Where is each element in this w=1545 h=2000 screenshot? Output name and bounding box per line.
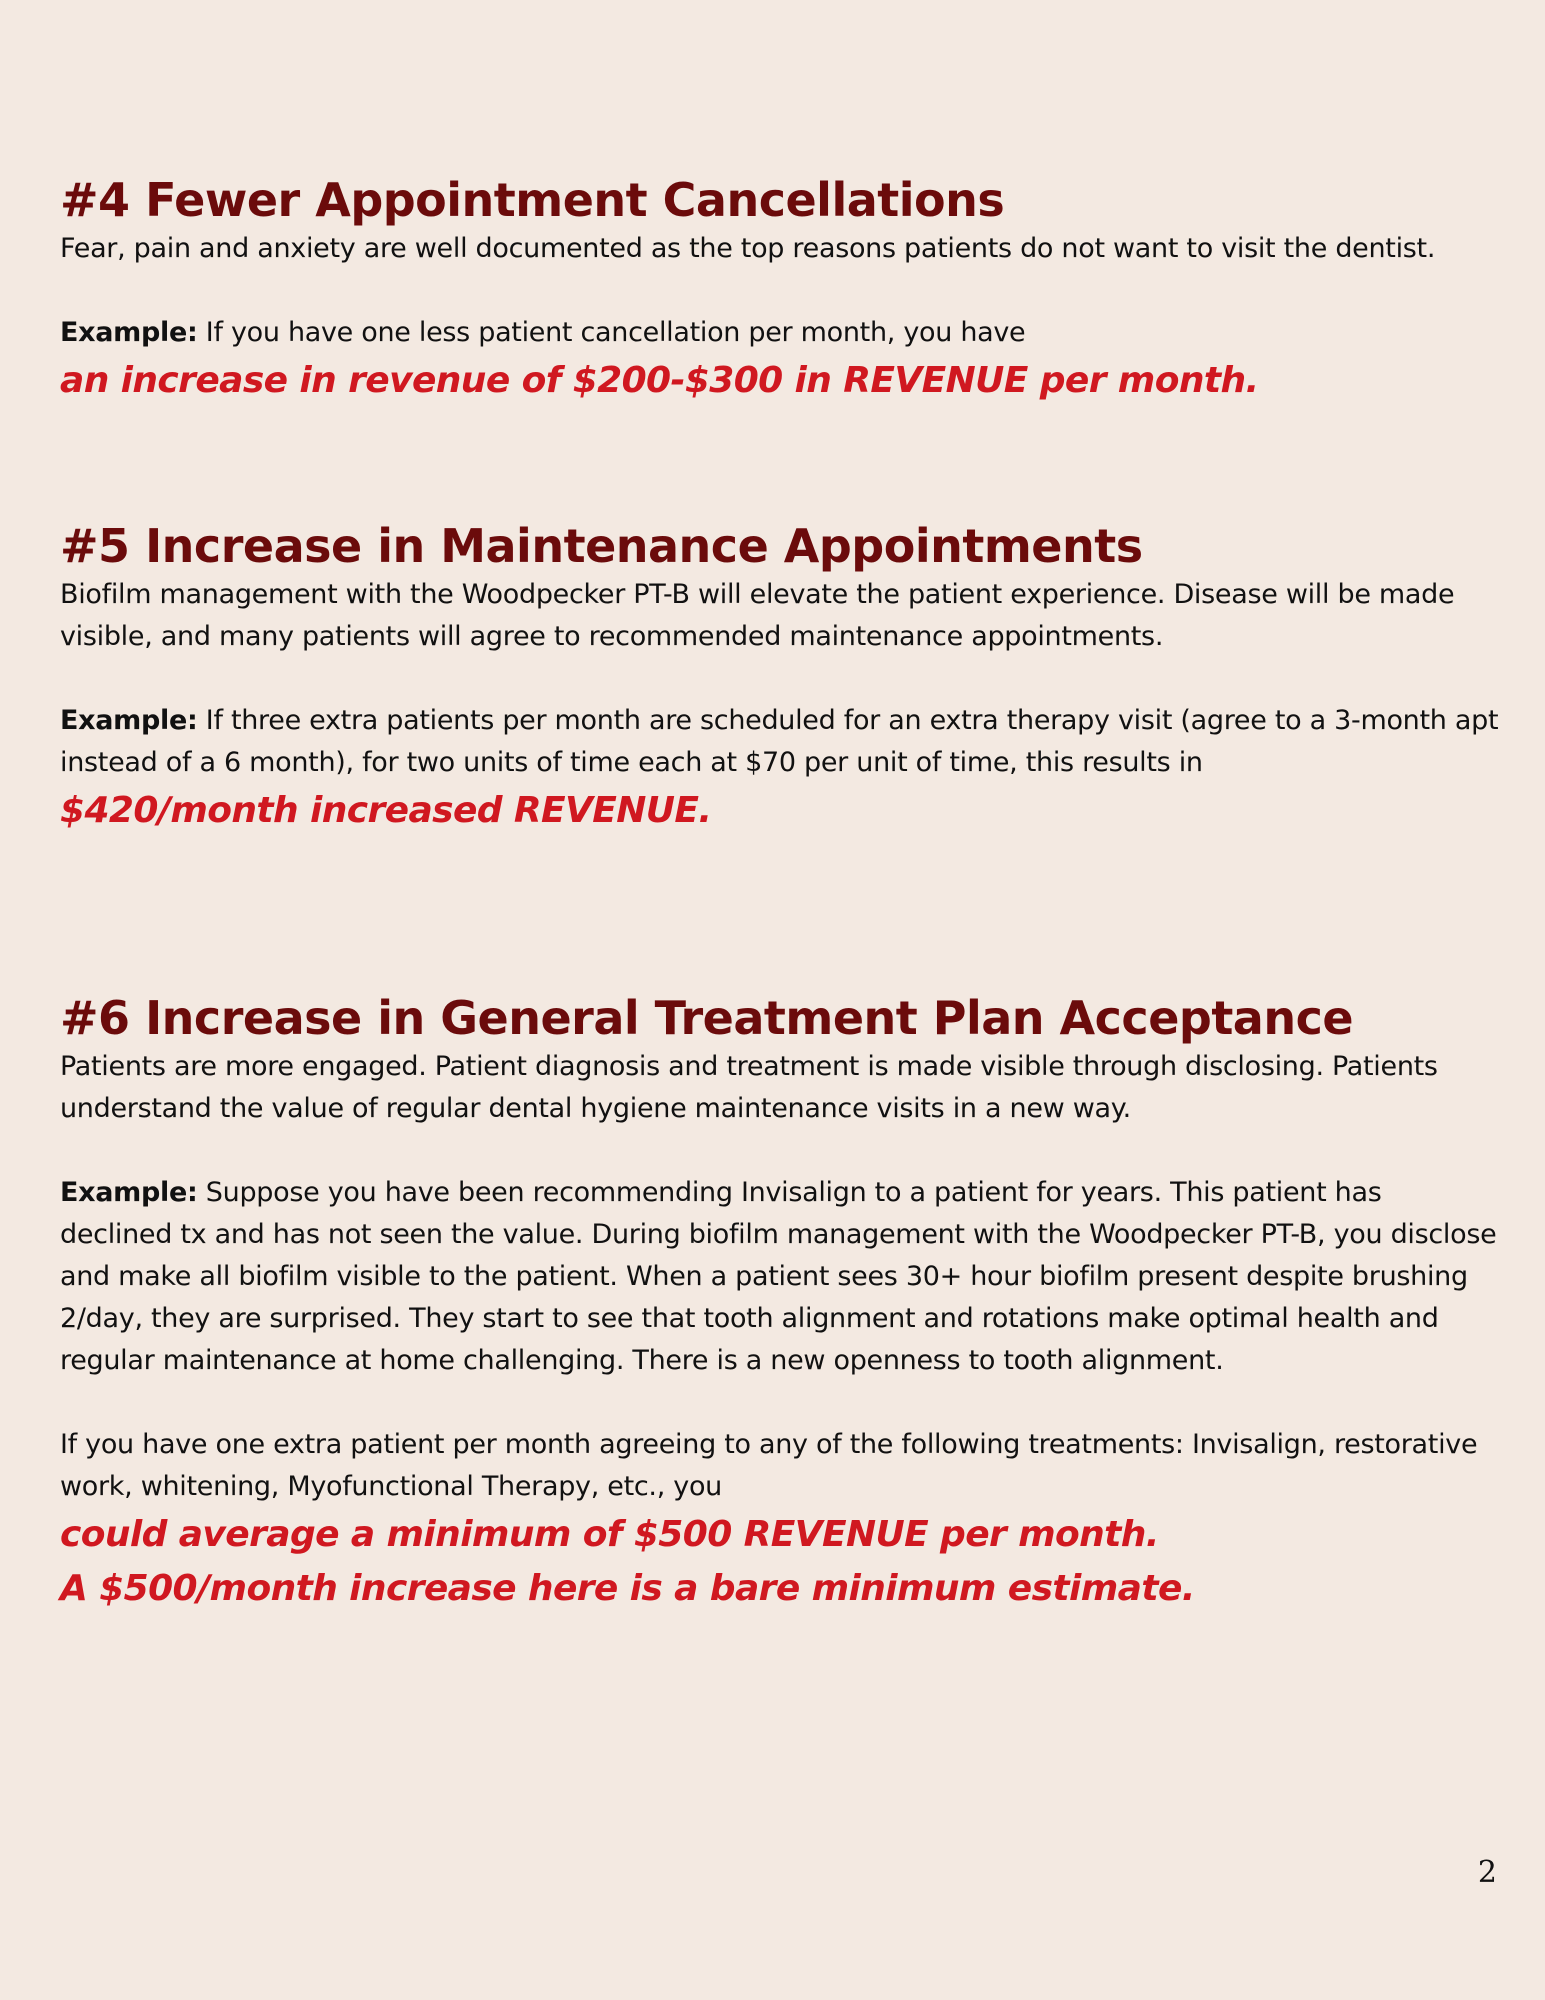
example-paragraph: [60, 1172, 1500, 1382]
section-body: Patients are more engaged. Patient diagnosis and treatment is made visible through disclosing. Patients understand the value of regular dental hygiene maintenance visits in a new way.: [60, 1051, 1438, 1124]
section-heading: #4 Fewer Appointment Cancellations: [60, 173, 1005, 227]
example-text: If three extra patients per month are scheduled for an extra therapy visit (agree to a 3-month apt instead of a 6 month), for two units of time each at $70 per unit of time, this results in: [60, 705, 1499, 778]
example-paragraph: [60, 700, 1500, 784]
section-maintenance-appointments: [60, 518, 1500, 838]
paragraph-spacer: [60, 658, 1500, 700]
example-text: If you have one less patient cancellation per month, you have: [197, 317, 1026, 348]
revenue-highlight: $420/month increased REVENUE.: [60, 790, 712, 831]
example-label: Example:: [60, 1177, 198, 1208]
example-paragraph: [60, 312, 1500, 354]
example-label: Example:: [60, 317, 198, 348]
section-fewer-cancellations: [60, 172, 1500, 408]
example-text: Suppose you have been recommending Invisalign to a patient for years. This patient has declined tx and has not seen the value. During biofilm management with the Woodpecker PT-B, you disclose and make all biofilm visible to the patient. When a patient sees 30+ hour biofilm present despite brushing 2/day, they are surprised. They start to see that tooth alignment and rotations make optimal health and regular maintenance at home challenging. There is a new openness to tooth alignment.: [60, 1177, 1497, 1376]
section-body: Biofilm management with the Woodpecker PT-B will elevate the patient experience. Disease will be made visible, and many patients will agree to recommended maintenance appointments.: [60, 579, 1455, 652]
page-number: 2: [1477, 1855, 1497, 1890]
example-label: Example:: [60, 705, 198, 736]
minimum-estimate-highlight: A $500/month increase here is a bare minimum estimate.: [60, 1568, 1195, 1609]
paragraph-spacer: [60, 1130, 1500, 1172]
paragraph-spacer: [60, 1382, 1500, 1424]
revenue-highlight: an increase in revenue of $200-$300 in REVENUE per month.: [60, 360, 1259, 401]
section-heading: #6 Increase in General Treatment Plan Acceptance: [60, 991, 1354, 1045]
closing-paragraph: If you have one extra patient per month agreeing to any of the following treatments: Invisalign, restorative work, whitening, Myofunctional Therapy, etc., you: [60, 1429, 1478, 1502]
section-heading: #5 Increase in Maintenance Appointments: [60, 519, 1143, 573]
section-treatment-plan-acceptance: [60, 990, 1500, 1616]
revenue-highlight: could average a minimum of $500 REVENUE per month.: [60, 1514, 1159, 1555]
paragraph-spacer: [60, 270, 1500, 312]
document-page: [60, 0, 1500, 2000]
section-body: Fear, pain and anxiety are well documented as the top reasons patients do not want to visit the dentist.: [60, 233, 1436, 264]
